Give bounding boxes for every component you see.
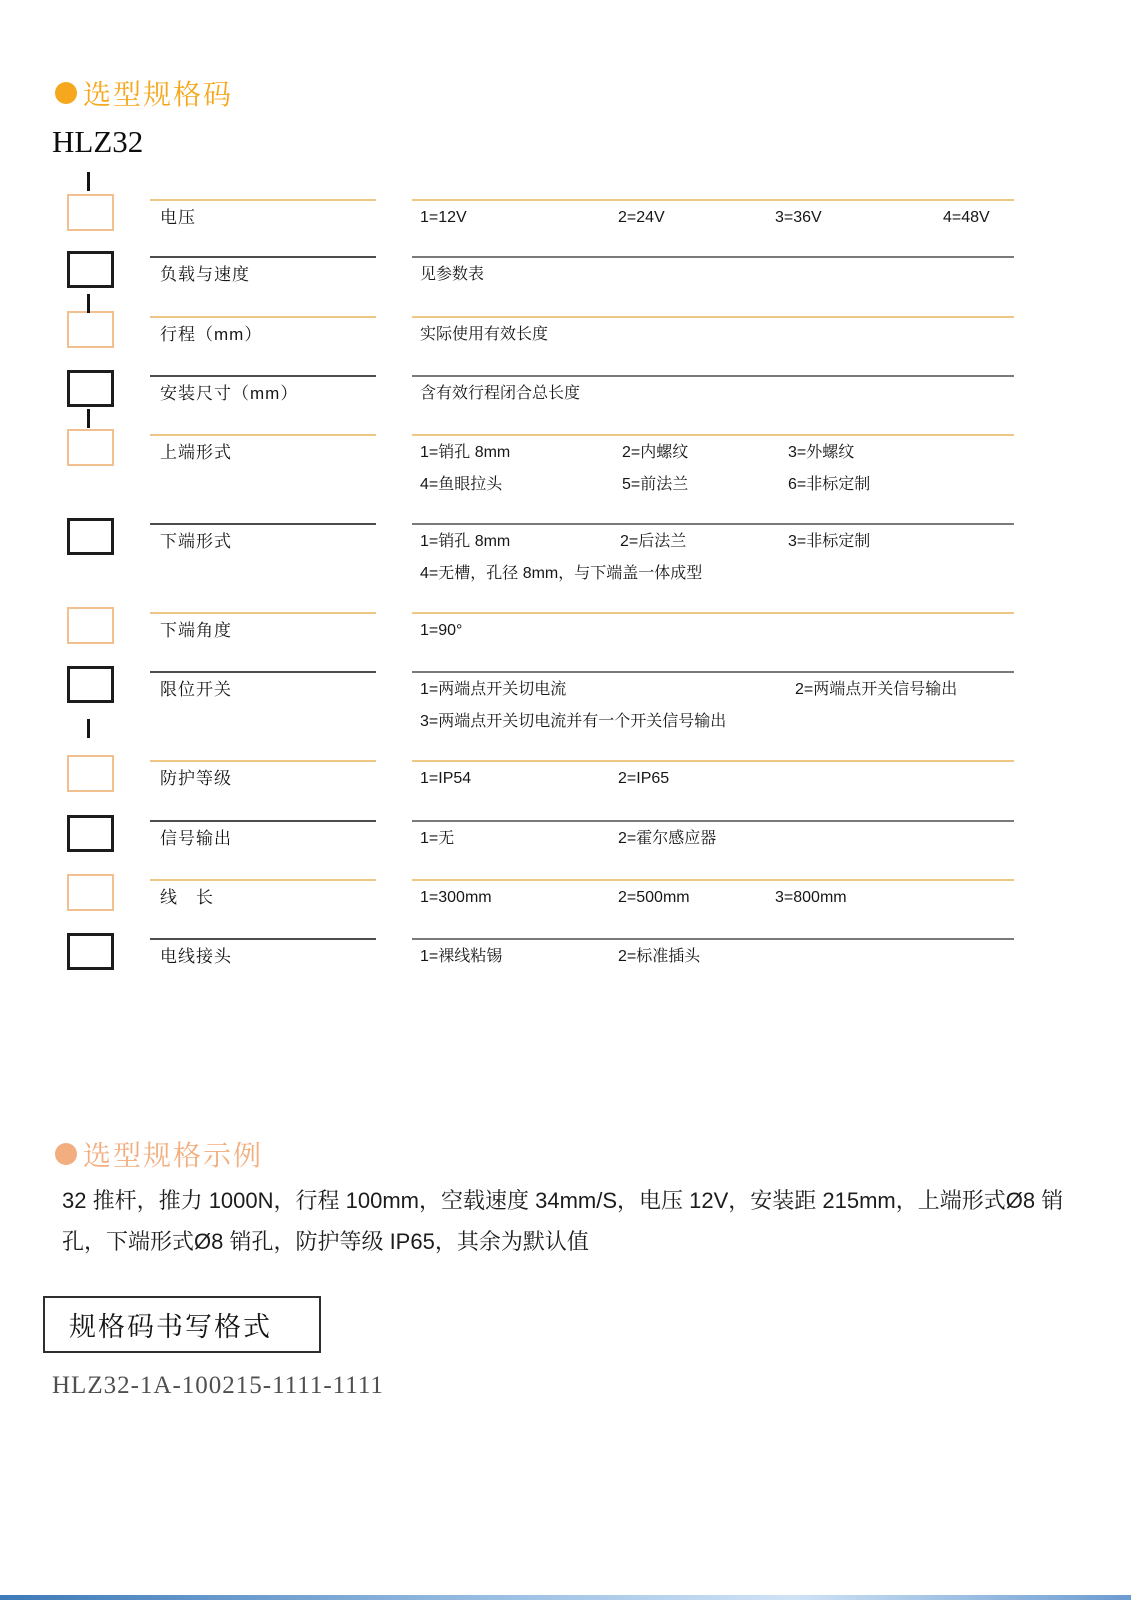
separator-line-options (412, 523, 1014, 525)
separator-line-label (150, 256, 376, 258)
separator-line-label (150, 671, 376, 673)
option-value: 1=销孔 8mm (420, 444, 511, 461)
spec-row (0, 199, 1131, 227)
section-title: 选型规格示例 (83, 1140, 264, 1171)
separator-line-label (150, 879, 376, 881)
section-title: 选型规格码 (83, 79, 234, 110)
separator-line-options (412, 375, 1014, 377)
spec-row (0, 256, 1131, 284)
spec-row (0, 671, 1131, 730)
spec-row (0, 760, 1131, 788)
option-value: 4=48V (943, 209, 990, 226)
option-value: 3=非标定制 (788, 533, 871, 550)
model-heading: HLZ32 (52, 124, 144, 159)
row-label: 行程（mm） (160, 325, 263, 344)
option-value: 见参数表 (420, 266, 485, 283)
separator-line-label (150, 199, 376, 201)
bullet-icon (55, 82, 77, 104)
separator-line-options (412, 612, 1014, 614)
option-value: 含有效行程闭合总长度 (420, 385, 581, 402)
option-value: 6=非标定制 (788, 476, 871, 493)
separator-line-options (412, 434, 1014, 436)
row-label: 下端形式 (160, 532, 232, 551)
row-label: 安装尺寸（mm） (160, 384, 299, 403)
row-label: 信号输出 (160, 829, 232, 848)
row-label: 上端形式 (160, 443, 232, 462)
spec-row (0, 820, 1131, 848)
row-label: 电线接头 (160, 947, 232, 966)
connector-tick (87, 719, 90, 738)
separator-line-options (412, 879, 1014, 881)
option-value: 1=300mm (420, 889, 492, 906)
option-value: 1=90° (420, 622, 463, 639)
row-label: 线 长 (160, 888, 214, 907)
separator-line-label (150, 375, 376, 377)
bullet-icon (55, 1143, 77, 1165)
option-value: 5=前法兰 (622, 476, 689, 493)
option-value: 3=800mm (775, 889, 847, 906)
separator-line-options (412, 316, 1014, 318)
separator-line-label (150, 820, 376, 822)
code-digit-box (67, 666, 114, 703)
separator-line-options (412, 938, 1014, 940)
code-digit-box (67, 311, 114, 348)
separator-line-label (150, 760, 376, 762)
option-value: 2=IP65 (618, 770, 670, 787)
row-label: 负载与速度 (160, 265, 250, 284)
spec-row (0, 879, 1131, 907)
code-digit-box (67, 607, 114, 644)
option-value: 2=两端点开关信号输出 (795, 681, 958, 698)
code-digit-box (67, 370, 114, 407)
example-paragraph: 32 推杆，推力 1000N，行程 100mm，空载速度 34mm/S，电压 12V，安装距 215mm，上端形式Ø8 销孔，下端形式Ø8 销孔，防护等级 IP65，其余为默认值 (62, 1188, 1064, 1254)
spec-row (0, 434, 1131, 493)
option-value: 2=500mm (618, 889, 690, 906)
code-digit-box (67, 933, 114, 970)
option-value: 2=标准插头 (618, 948, 701, 965)
code-digit-box (67, 755, 114, 792)
separator-line-label (150, 316, 376, 318)
spec-row (0, 938, 1131, 966)
option-value: 实际使用有效长度 (420, 326, 549, 343)
separator-line-options (412, 199, 1014, 201)
option-value: 1=裸线粘锡 (420, 948, 503, 965)
section-header-spec-code (55, 73, 233, 113)
option-value: 3=两端点开关切电流并有一个开关信号输出 (420, 713, 727, 730)
spec-row (0, 375, 1131, 403)
code-digit-box (67, 815, 114, 852)
option-value: 1=IP54 (420, 770, 472, 787)
option-value: 4=无槽，孔径 8mm，与下端盖一体成型 (420, 565, 703, 582)
separator-line-label (150, 938, 376, 940)
format-box-label: 规格码书写格式 (69, 1312, 272, 1342)
option-value: 2=后法兰 (620, 533, 687, 550)
option-value: 3=36V (775, 209, 822, 226)
code-digit-box (67, 251, 114, 288)
code-digit-box (67, 194, 114, 231)
row-label: 电压 (160, 208, 196, 227)
spec-row (0, 316, 1131, 344)
option-value: 2=24V (618, 209, 665, 226)
option-value: 1=销孔 8mm (420, 533, 511, 550)
option-value: 1=无 (420, 830, 455, 847)
separator-line-options (412, 760, 1014, 762)
option-value: 1=两端点开关切电流 (420, 681, 567, 698)
section-header-example (55, 1134, 263, 1174)
separator-line-label (150, 612, 376, 614)
bottom-accent-bar (0, 1595, 1131, 1600)
code-digit-box (67, 429, 114, 466)
spec-code-text: HLZ32-1A-100215-1111-1111 (52, 1372, 384, 1399)
separator-line-options (412, 256, 1014, 258)
option-value: 3=外螺纹 (788, 444, 855, 461)
spec-row (0, 612, 1131, 640)
separator-line-label (150, 523, 376, 525)
format-box (43, 1296, 321, 1353)
connector-tick (87, 409, 90, 428)
spec-row (0, 523, 1131, 582)
row-label: 防护等级 (160, 769, 232, 788)
option-value: 4=鱼眼拉头 (420, 476, 503, 493)
separator-line-options (412, 820, 1014, 822)
separator-line-label (150, 434, 376, 436)
connector-tick (87, 172, 90, 191)
row-label: 下端角度 (160, 621, 232, 640)
row-label: 限位开关 (160, 680, 232, 699)
option-value: 1=12V (420, 209, 467, 226)
code-digit-box (67, 518, 114, 555)
code-digit-box (67, 874, 114, 911)
option-value: 2=内螺纹 (622, 444, 689, 461)
separator-line-options (412, 671, 1014, 673)
connector-tick (87, 294, 90, 313)
option-value: 2=霍尔感应器 (618, 830, 717, 847)
